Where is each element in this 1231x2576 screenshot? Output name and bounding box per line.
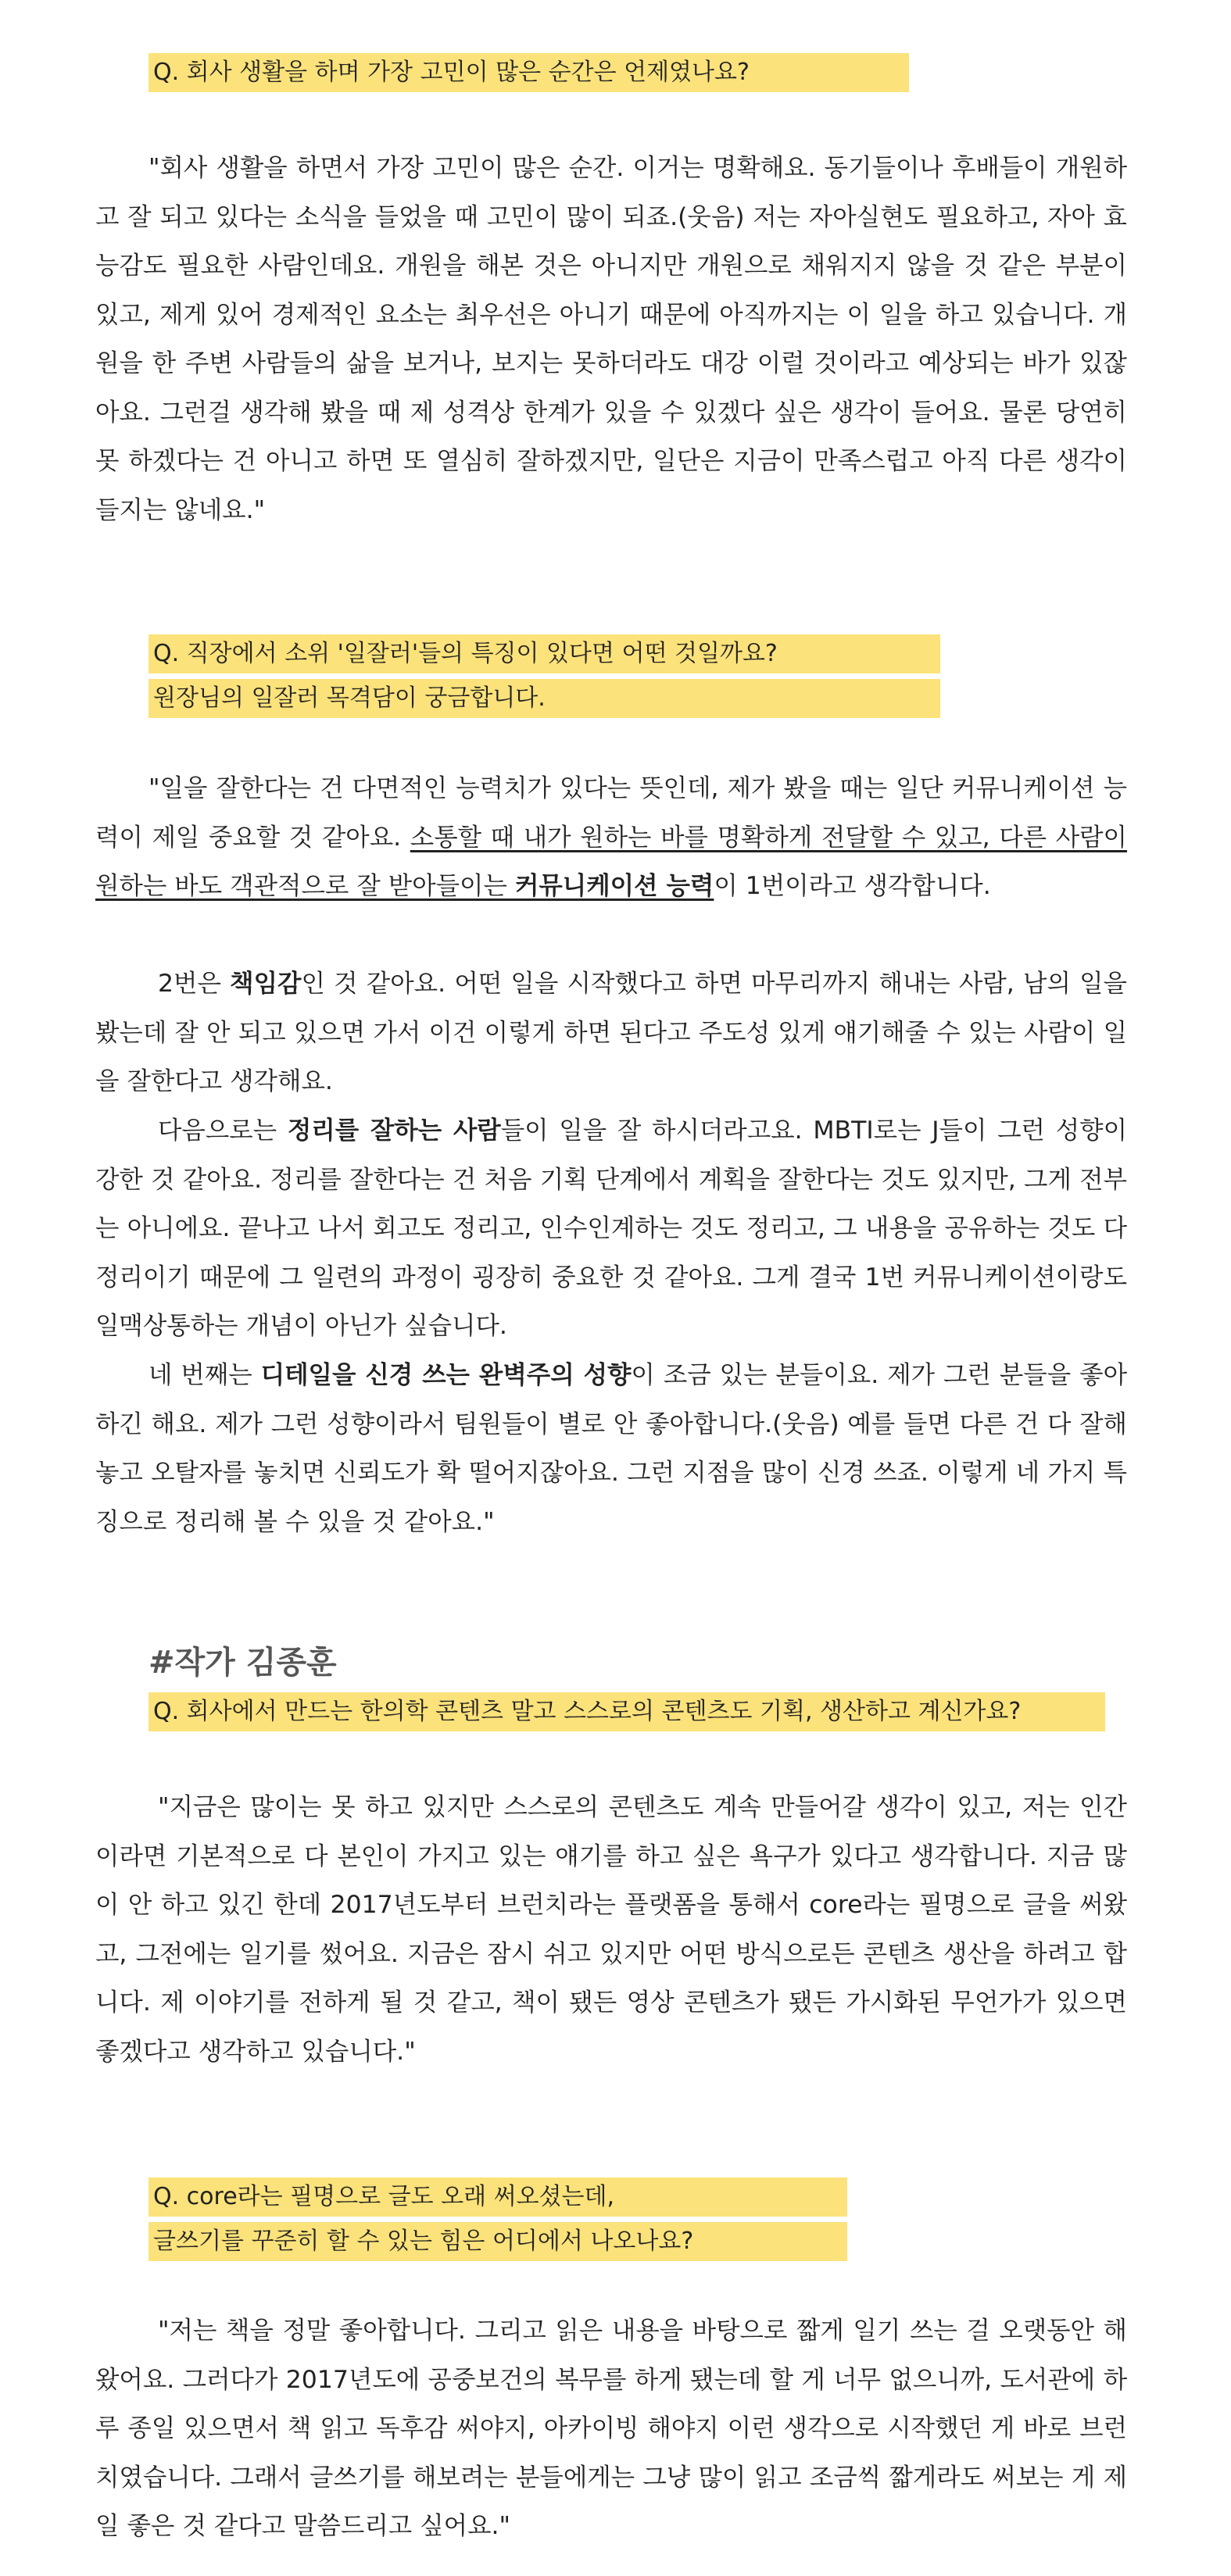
answer-4-text: "저는 책을 정말 좋아합니다. 그리고 읽은 내용을 바탕으로 짧게 일기 쓰는 걸 오랫동안 해왔어요. 그러다가 2017년도에 공중보건의 복무를 하게 됐는데 할 게 너무 없으니까, 도서관에 하루 종일 있으면서 책 읽고 독후감 써야지, 아카이빙 해야지 이런 생각으로 시작했던 게 바로 브런치였습니다. 그래서 글쓰기를 해보려는 분들에게는 그냥 많이 읽고 조금씩 짧게라도 써보는 게 제일 좋은 것 같다고 말씀드리고 싶어요." bbox=[95, 2317, 1127, 2540]
question-4-line-1: Q. core라는 필명으로 글도 오래 써오셨는데, bbox=[153, 2183, 615, 2210]
answer-2-p2-end: 인 것 같아요. 어떤 일을 시작했다고 하면 마무리까지 해내는 사람, 남의 일을 봤는데 잘 안 되고 있으면 가서 이건 이렇게 하면 된다고 주도성 있게 얘기해줄 수 있는 사람이 일을 잘한다고 생각해요. bbox=[95, 970, 1127, 1095]
answer-2-p4-start: 네 번째는 bbox=[149, 1361, 261, 1389]
question-2-line-2: 원장님의 일잘러 목격담이 궁금합니다. bbox=[153, 684, 546, 712]
answer-2-paragraph-4 bbox=[95, 1351, 1127, 1546]
question-2-line-1-highlight bbox=[149, 634, 940, 673]
question-3: Q. 회사에서 만드는 한의학 콘텐츠 말고 스스로의 콘텐츠도 기획, 생산하고 계신가요? bbox=[153, 1698, 1022, 1725]
answer-2-paragraph-1 bbox=[95, 764, 1127, 911]
answer-2-p1-text: "일을 잘한다는 건 다면적인 능력치가 있다는 뜻인데, 제가 봤을 때는 일단 커뮤니케이션 능력이 제일 중요할 것 같아요. bbox=[95, 774, 1127, 852]
answer-4 bbox=[95, 2306, 1127, 2551]
answer-2-p1-underlined-text: 소통할 때 내가 원하는 바를 명확하게 전달할 수 있고, 다른 사람이 원하는 바도 객관적으로 잘 받아들이는 bbox=[95, 823, 1127, 900]
question-2-line-2-highlight bbox=[149, 679, 940, 718]
question-3-highlight bbox=[149, 1692, 1105, 1731]
question-1-highlight bbox=[149, 53, 909, 92]
answer-1-text: "회사 생활을 하면서 가장 고민이 많은 순간. 이거는 명확해요. 동기들이나 후배들이 개원하고 잘 되고 있다는 소식을 들었을 때 고민이 많이 되죠.(웃음) 저는 자아실현도 필요하고, 자아 효능감도 필요한 사람인데요. 개원을 해본 것은 아니지만 개원으로 채워지지 않을 것 같은 부분이 있고, 제게 있어 경제적인 요소는 최우선은 아니기 때문에 아직까지는 이 일을 하고 있습니다. 개원을 한 주변 사람들의 삶을 보거나, 보지는 못하더라도 대강 이럴 것이라고 예상되는 바가 있잖아요. 그런걸 생각해 봤을 때 제 성격상 한계가 있을 수 있겠다 싶은 생각이 들어요. 물론 당연히 못 하겠다는 건 아니고 하면 또 열심히 잘하겠지만, 일단은 지금이 만족스럽고 아직 다른 생각이 들지는 않네요." bbox=[95, 154, 1127, 524]
answer-2-p2-start: 2번은 bbox=[158, 970, 231, 998]
answer-2-p4-bold: 디테일을 신경 쓰는 완벽주의 성향 bbox=[260, 1361, 632, 1389]
answer-3-text: "지금은 많이는 못 하고 있지만 스스로의 콘텐츠도 계속 만들어갈 생각이 있고, 저는 인간이라면 기본적으로 다 본인이 가지고 있는 얘기를 하고 싶은 욕구가 있다고 생각합니다. 지금 많이 안 하고 있긴 한데 2017년도부터 브런치라는 플랫폼을 통해서 core라는 필명으로 글을 써왔고, 그전에는 일기를 썼어요. 지금은 잠시 쉬고 있지만 어떤 방식으로든 콘텐츠 생산을 하려고 합니다. 제 이야기를 전하게 될 것 같고, 책이 됐든 영상 콘텐츠가 됐든 가시화된 무언가가 있으면 좋겠다고 생각하고 있습니다." bbox=[95, 1793, 1127, 2066]
answer-2-p2-bold: 책임감 bbox=[230, 970, 302, 998]
answer-2-p3-end: 들이 일을 잘 하시더라고요. MBTI로는 J들이 그런 성향이 강한 것 같아요. 정리를 잘한다는 건 처음 기획 단계에서 계획을 잘한다는 것도 있지만, 그게 전부는 아니에요. 끝나고 나서 회고도 정리고, 인수인계하는 것도 정리고, 그 내용을 공유하는 것도 다 정리이기 때문에 그 일련의 과정이 굉장히 중요한 것 같아요. 그게 결국 1번 커뮤니케이션이랑도 일맥상통하는 개념이 아닌가 싶습니다. bbox=[95, 1117, 1127, 1340]
question-4-line-2-highlight bbox=[149, 2222, 847, 2261]
answer-3 bbox=[95, 1783, 1127, 2076]
question-4-line-2: 글쓰기를 꾸준히 할 수 있는 힘은 어디에서 나오나요? bbox=[153, 2228, 694, 2255]
answer-2-p4-end: 이 조금 있는 분들이요. 제가 그런 분들을 좋아하긴 해요. 제가 그런 성향이라서 팀원들이 별로 안 좋아합니다.(웃음) 예를 들면 다른 건 다 잘해놓고 오탈자를 놓치면 신뢰도가 확 떨어지잖아요. 그런 지점을 많이 신경 쓰죠. 이렇게 네 가지 특징으로 정리해 볼 수 있을 것 같아요." bbox=[95, 1361, 1128, 1536]
author-heading: #작가 김종훈 bbox=[149, 1645, 337, 1681]
answer-1 bbox=[95, 144, 1127, 534]
answer-2-p3-bold: 정리를 잘하는 사람 bbox=[287, 1117, 501, 1145]
question-1: Q. 회사 생활을 하며 가장 고민이 많은 순간은 언제였나요? bbox=[153, 59, 750, 86]
question-4-line-1-highlight bbox=[149, 2178, 847, 2217]
answer-2-p3-start: 다음으로는 bbox=[158, 1117, 288, 1145]
answer-2-p1-bold: 커뮤니케이션 능력 bbox=[514, 872, 714, 900]
answer-2-paragraph-3 bbox=[95, 1106, 1127, 1351]
question-2-line-1: Q. 직장에서 소위 '일잘러'들의 특징이 있다면 어떤 것일까요? bbox=[153, 640, 778, 667]
answer-2-paragraph-2 bbox=[95, 959, 1127, 1106]
answer-2-p1-end: 이 1번이라고 생각합니다. bbox=[714, 872, 991, 900]
